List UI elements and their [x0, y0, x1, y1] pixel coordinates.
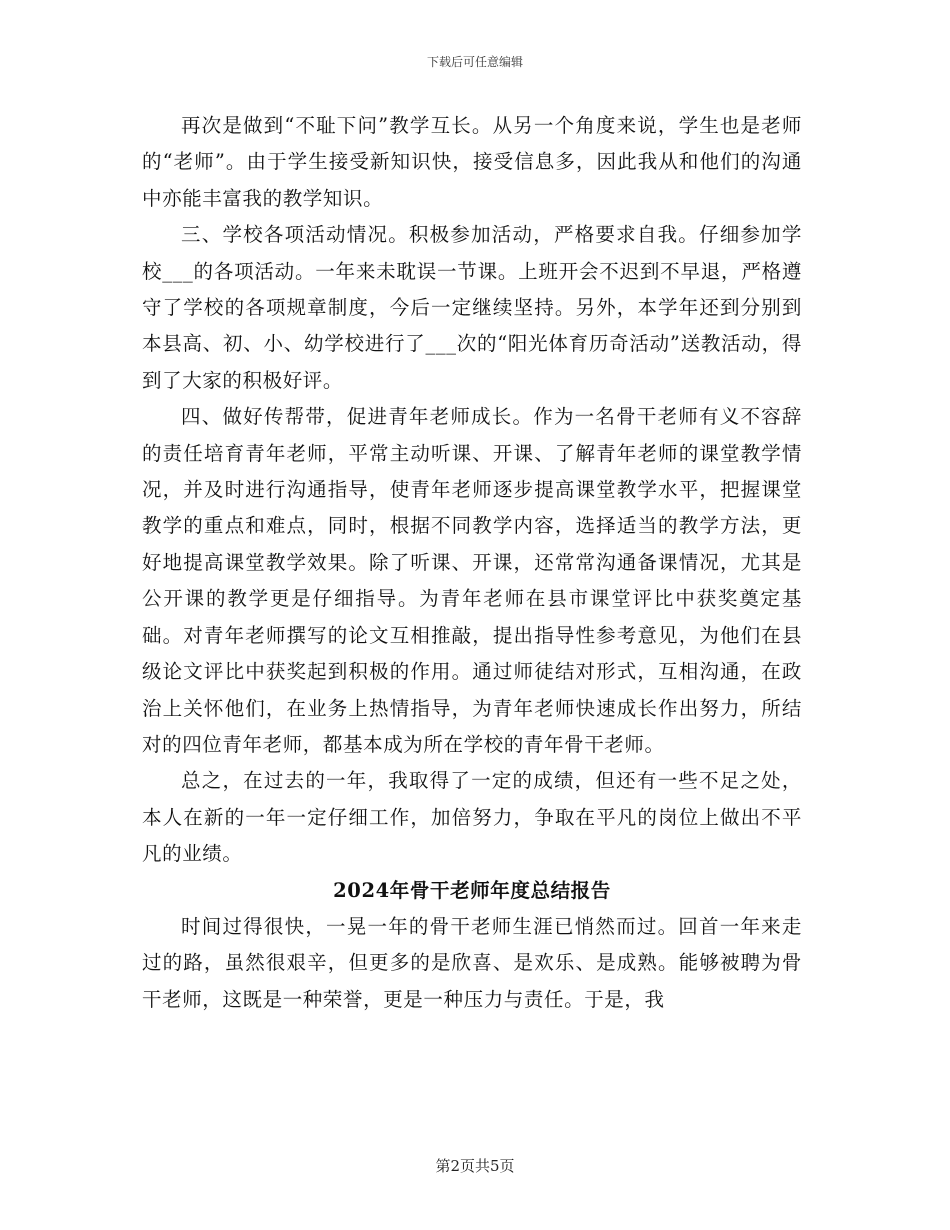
paragraph: 四、做好传帮带，促进青年老师成长。作为一名骨干老师有义不容辞的责任培育青年老师，平常主动听课、开课、了解青年老师的课堂教学情况，并及时进行沟通指导，使青年老师逐步提高课堂教学水平，把握课堂教学的重点和难点，同时，根据不同教学内容，选择适当的教学方法，更好地提高课堂教学效果。除了听课、开课，还常常沟通备课情况，尤其是公开课的教学更是仔细指导。为青年老师在县市课堂评比中获奖奠定基础。对青年老师撰写的论文互相推敲，提出指导性参考意见，为他们在县级论文评比中获奖起到积极的作用。通过师徒结对形式，互相沟通，在政治上关怀他们，在业务上热情指导，为青年老师快速成长作出努力，所结对的四位青年老师，都基本成为所在学校的青年骨干老师。 — [142, 405, 802, 756]
paragraph: 时间过得很快，一晃一年的骨干老师生涯已悄然而过。回首一年来走过的路，虽然很艰辛，但更多的是欣喜、是欢乐、是成熟。能够被聘为骨干老师，这既是一种荣誉，更是一种压力与责任。于是，我 — [142, 914, 802, 1011]
section-title: 2024年骨干老师年度总结报告 — [333, 878, 611, 902]
paragraph: 总之，在过去的一年，我取得了一定的成绩，但还有一些不足之处，本人在新的一年一定仔细工作，加倍努力，争取在平凡的岗位上做出不平凡的业绩。 — [142, 769, 802, 866]
paragraph: 再次是做到“不耻下问”教学互长。从另一个角度来说，学生也是老师的“老师”。由于学生接受新知识快，接受信息多，因此我从和他们的沟通中亦能丰富我的教学知识。 — [142, 114, 802, 210]
document-body — [142, 108, 802, 1018]
page-header-note: 下载后可任意编辑 — [426, 55, 523, 69]
paragraph: 三、学校各项活动情况。积极参加活动，严格要求自我。仔细参加学校___的各项活动。一年来未耽误一节课。上班开会不迟到不早退，严格遵守了学校的各项规章制度，今后一定继续坚持。另外，本学年还到分别到本县高、初、小、幼学校进行了___次的“阳光体育历奇活动”送教活动，得到了大家的积极好评。 — [142, 223, 802, 392]
page-footer: 第2页共5页 — [435, 1157, 515, 1175]
